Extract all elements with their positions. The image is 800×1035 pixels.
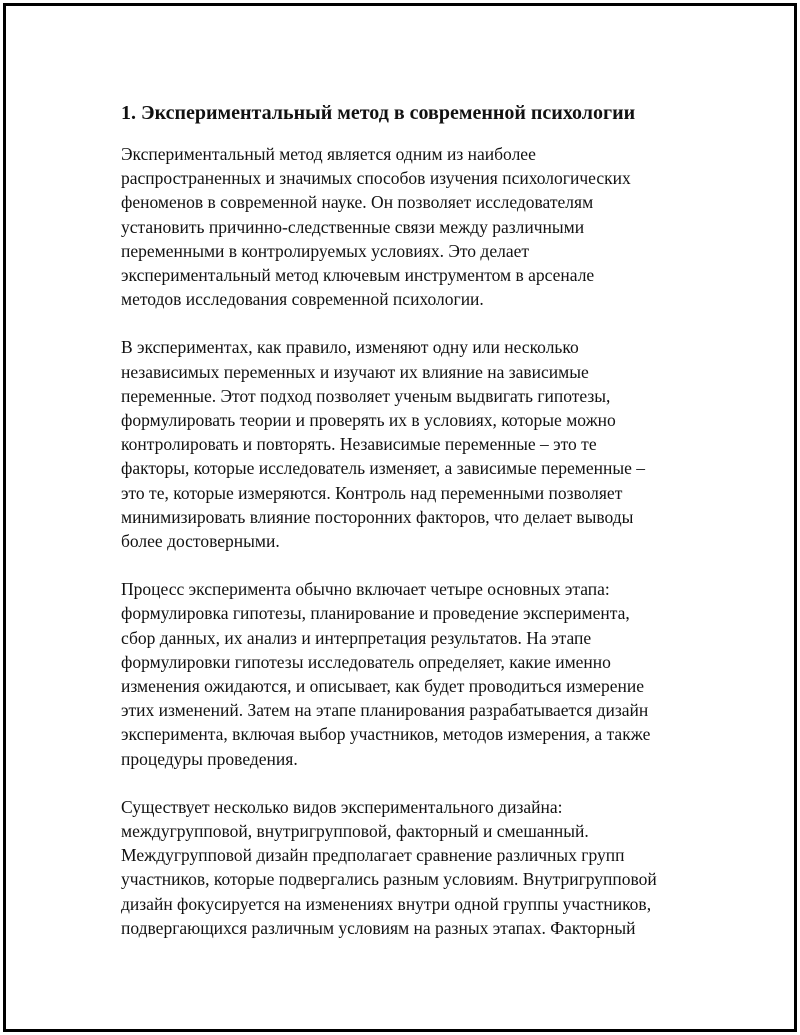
paragraph-line: Экспериментальный метод является одним из наиболее — [121, 144, 536, 164]
paragraph-line: Междугрупповой дизайн предполагает сравнение различных групп — [121, 845, 625, 866]
paragraph-line: этих изменений. Затем на этапе планирования разрабатывается дизайн — [121, 700, 649, 721]
paragraph-1 — [121, 142, 701, 311]
paragraph-line: переменные. Этот подход позволяет ученым выдвигать гипотезы, — [121, 385, 611, 406]
paragraph-2 — [121, 335, 701, 553]
paragraph-line: минимизировать влияние посторонних факторов, что делает выводы — [121, 506, 634, 527]
paragraph-line: дизайн фокусируется на изменениях внутри одной группы участников, — [121, 893, 652, 914]
paragraph-3 — [121, 577, 701, 771]
paragraph-4 — [121, 795, 701, 940]
paragraph-line: контролировать и повторять. Независимые переменные – это те — [121, 434, 597, 455]
paragraph-line: формулировка гипотезы, планирование и проведение эксперимента, — [121, 603, 630, 624]
paragraph-line: экспериментальный метод ключевым инструментом в арсенале — [121, 265, 595, 286]
paragraph-line: сбор данных, их анализ и интерпретация результатов. На этапе — [121, 627, 592, 648]
paragraph-line: феноменов в современной науке. Он позволяет исследователям — [121, 192, 594, 213]
paragraph-line: В экспериментах, как правило, изменяют одну или несколько — [121, 337, 579, 358]
paragraph-line: установить причинно-следственные связи между различными — [121, 216, 585, 237]
section-title: 1. Экспериментальный метод в современной психологии — [121, 102, 636, 124]
paragraph-line: независимых переменных и изучают их влияние на зависимые — [121, 361, 589, 382]
paragraph-line: участников, которые подвергались разным условиям. Внутригрупповой — [121, 869, 657, 890]
paragraph-line: подвергающихся различным условиям на разных этапах. Факторный — [121, 917, 636, 938]
paragraph-line: изменения ожидаются, и описывает, как будет проводиться измерение — [121, 676, 644, 697]
paragraph-line: факторы, которые исследователь изменяет, а зависимые переменные – — [121, 458, 645, 479]
paragraph-line: переменными в контролируемых условиях. Это делает — [121, 240, 530, 261]
paragraph-line: процедуры проведения. — [121, 748, 298, 769]
paragraph-line: это те, которые измеряются. Контроль над переменными позволяет — [121, 482, 623, 503]
paragraph-line: междугрупповой, внутригрупповой, факторный и смешанный. — [121, 821, 589, 842]
paragraph-line: эксперимента, включая выбор участников, методов измерения, а также — [121, 724, 651, 745]
page-frame — [3, 3, 797, 1032]
paragraph-line: Существует несколько видов экспериментального дизайна: — [121, 796, 563, 817]
document-body — [121, 100, 701, 964]
paragraph-line: распространенных и значимых способов изучения психологических — [121, 168, 631, 189]
paragraph-line: формулировать теории и проверять их в условиях, которые можно — [121, 410, 616, 431]
paragraph-line: формулировки гипотезы исследователь определяет, какие именно — [121, 651, 611, 672]
paragraph-line: методов исследования современной психологии. — [121, 289, 484, 310]
paragraph-line: Процесс эксперимента обычно включает четыре основных этапа: — [121, 579, 610, 600]
paragraph-line: более достоверными. — [121, 531, 280, 552]
